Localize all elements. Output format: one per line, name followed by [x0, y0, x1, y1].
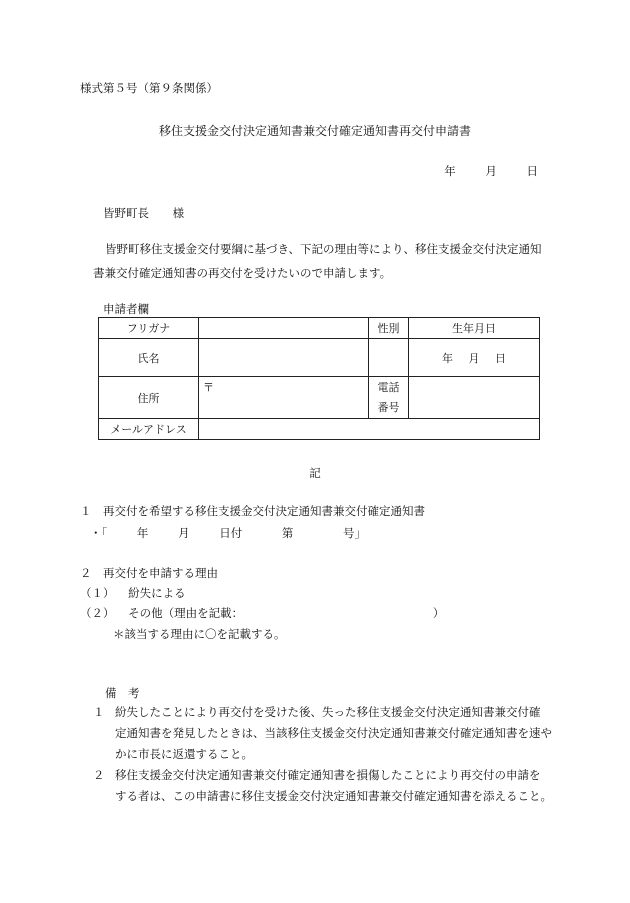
- remarks-item-1-line-3: かに市長に返還すること。: [115, 747, 253, 761]
- reason-option-2: [80, 605, 444, 621]
- reason-option-2-text: その他（理由を記載：: [128, 606, 244, 620]
- address-label: 住所: [99, 377, 199, 419]
- remarks-item-1-num: １: [93, 705, 105, 719]
- phone-label-line-2: 番号: [377, 400, 400, 414]
- notice-year: 年: [136, 526, 149, 540]
- section1-notice-line: [90, 525, 366, 541]
- name-label: 氏名: [99, 339, 199, 377]
- request-text-line-1: 皆野町移住支援金交付要綱に基づき、下記の理由等により、移住支援金交付決定通知: [105, 242, 542, 256]
- notice-date: 日付: [219, 526, 243, 540]
- reason-option-1: [80, 585, 186, 601]
- section1-heading: １ 再交付を希望する移住支援金交付決定通知書兼交付確定通知書: [80, 504, 425, 518]
- email-label: メールアドレス: [99, 419, 199, 440]
- applicant-table-caption: 申請者欄: [103, 302, 149, 316]
- phone-field[interactable]: [409, 377, 540, 419]
- notice-go: 号」: [343, 526, 367, 540]
- notice-open: ・「: [90, 526, 108, 540]
- notice-month: 月: [178, 526, 190, 540]
- remarks-item-1-line-1: 紛失したことにより再交付を受けた後、失った移住支援金交付決定通知書兼交付確: [115, 705, 541, 719]
- reason-option-2-close: ）: [432, 606, 445, 620]
- remarks-item-2-num: ２: [93, 768, 105, 782]
- dob-day: 日: [495, 351, 506, 365]
- date-year: 年: [444, 164, 456, 178]
- table-row-email: [99, 419, 540, 440]
- remarks-item-2: [93, 765, 552, 807]
- gender-field[interactable]: [369, 339, 409, 377]
- dob-field[interactable]: [409, 339, 540, 377]
- applicant-table: [98, 317, 540, 440]
- reason-option-2-num: （２）: [80, 606, 115, 620]
- date-day: 日: [526, 164, 538, 178]
- address-field[interactable]: [199, 377, 369, 419]
- reason-note: ＊該当する理由に〇を記載する。: [113, 627, 286, 641]
- dob-month: 月: [468, 351, 480, 365]
- date-line: [444, 163, 538, 179]
- phone-label: [369, 377, 409, 419]
- phone-label-line-1: 電話: [377, 380, 400, 394]
- date-month: 月: [485, 164, 497, 178]
- remarks-item-2-line-1: 移住支援金交付決定通知書兼交付確定通知書を損傷したことにより再交付の申請を: [115, 768, 541, 782]
- addressee-office: 皆野町長: [103, 206, 149, 220]
- dob-year: 年: [442, 351, 453, 365]
- remarks-item-1: [93, 702, 552, 765]
- furigana-field[interactable]: [199, 318, 369, 339]
- addressee-honorific: 様: [172, 206, 185, 220]
- page-title: 移住支援金交付決定通知書兼交付確定通知書再交付申請書: [158, 124, 471, 138]
- remarks-item-2-line-2: する者は、この申請書に移住支援金交付決定通知書兼交付確定通知書を添えること。: [115, 789, 552, 803]
- table-row-name: [99, 339, 540, 377]
- remarks-heading: 備 考: [105, 686, 140, 700]
- ki-heading: 記: [309, 466, 321, 480]
- request-text-line-2: 書兼交付確定通知書の再交付を受けたいので申請します。: [93, 266, 392, 280]
- name-field[interactable]: [199, 339, 369, 377]
- gender-label: 性別: [369, 318, 409, 339]
- postal-mark: 〒: [203, 381, 214, 394]
- remarks-item-1-line-2: 定通知書を発見したときは、当該移住支援金交付決定通知書兼交付確定通知書を速や: [115, 726, 552, 740]
- table-row-furigana: [99, 318, 540, 339]
- reason-option-1-text: 紛失による: [128, 586, 186, 600]
- section2-heading: ２ 再交付を申請する理由: [80, 566, 218, 580]
- email-field[interactable]: [199, 419, 540, 440]
- reason-option-1-num: （１）: [80, 586, 115, 600]
- dob-label: 生年月日: [409, 318, 540, 339]
- furigana-label: フリガナ: [99, 318, 199, 339]
- addressee: [103, 205, 184, 221]
- request-text: [93, 237, 542, 285]
- form-id: 様式第５号（第９条関係）: [80, 81, 218, 95]
- table-row-address: [99, 377, 540, 419]
- notice-dai: 第: [281, 526, 294, 540]
